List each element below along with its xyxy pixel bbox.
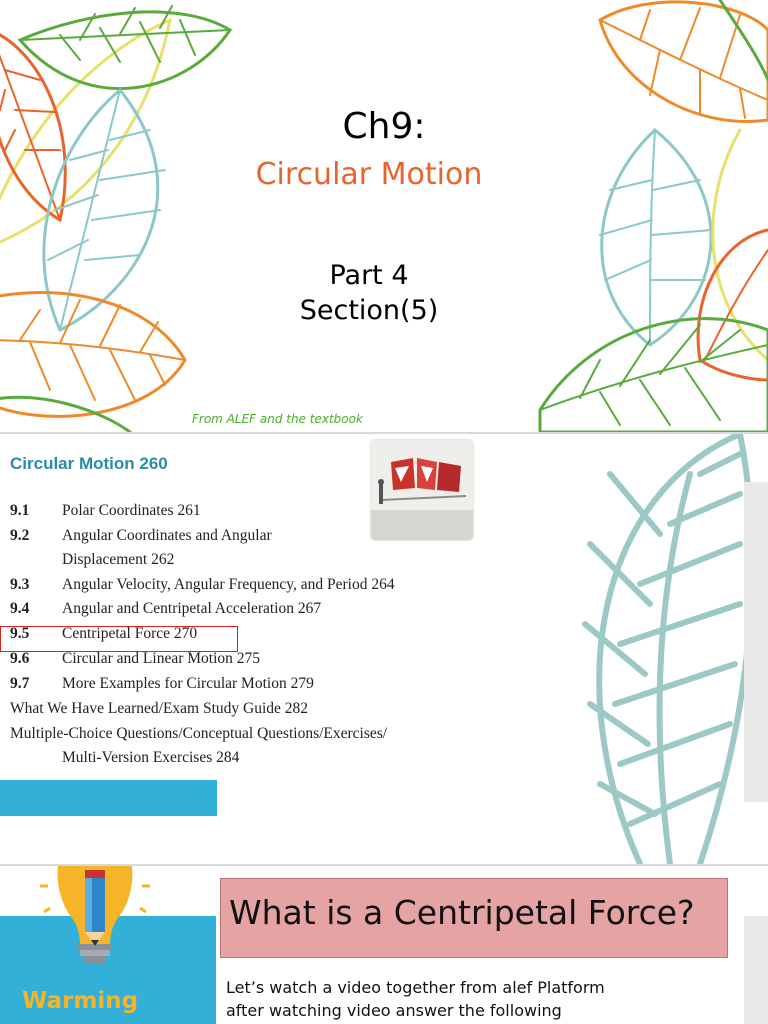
slide-title: Ch9: (342, 106, 426, 147)
section-label: Section(5) (299, 295, 439, 326)
leaf-decoration-icon (0, 0, 768, 432)
highlight-box (0, 626, 238, 652)
part-label: Part 4 (329, 260, 409, 291)
question-title: What is a Centripetal Force? (229, 893, 695, 932)
accent-bar (0, 780, 217, 816)
lightbulb-pencil-icon (38, 866, 152, 970)
warming-slide (0, 866, 768, 1024)
instruction-line: Let’s watch a video together from alef Platform (226, 978, 605, 997)
credit-text: From ALEF and the textbook (192, 412, 363, 426)
part-section (0, 258, 738, 328)
question-box (220, 878, 728, 958)
warming-label: Warming (22, 988, 139, 1014)
instruction-line: after watching video answer the following (226, 1001, 562, 1020)
side-strip (744, 916, 768, 1024)
toc-heading: Circular Motion 260 (10, 454, 168, 473)
side-strip (744, 482, 768, 802)
title-slide (0, 0, 768, 432)
chapter-photo (371, 440, 473, 540)
instruction-text (226, 976, 605, 1022)
contents-slide: Circular Motion 260 9.1 Polar Coordinates 261 9.2 Angular Coordinates and Angular Displacement 262 9.3 Angular Velocity, Angular Frequency, and Period 264 9.4 Angular and Centripetal Acceleration 267 9.5 Centripetal Force 270 9.6 Circular and Linear Motion 275 9.7 More Examples for Circular Motion 279 What We Have Learned/Exam Study Guide 282 Multiple-Choice Questions/Conceptual Questions/Exercises/ Multi-Version Exercises 284 (0, 434, 768, 864)
toc-extra[interactable]: What We Have Learned/Exam Study Guide 282 (10, 700, 309, 717)
toc-extra[interactable]: Multiple-Choice Questions/Conceptual Questions/Exercises/ (10, 725, 388, 742)
slide-subtitle: Circular Motion (255, 157, 483, 192)
